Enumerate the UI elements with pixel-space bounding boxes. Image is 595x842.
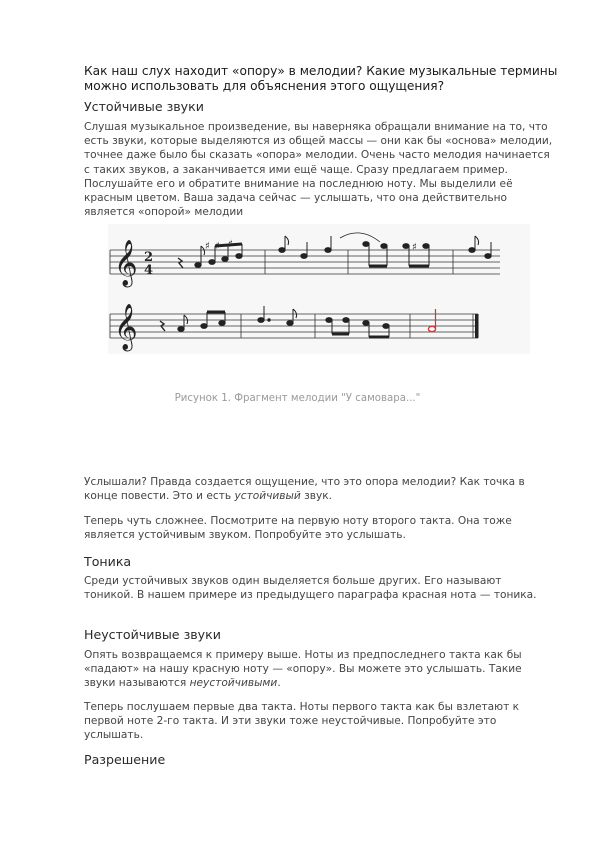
paragraph-tonic: Среди устойчивых звуков один выделяется больше других. Его называют тоникой. В нашем примере из предыдущего параграфа красная нота — тоника. (84, 575, 537, 602)
final-barline (475, 314, 479, 338)
paragraph-heard (84, 475, 554, 503)
paragraph-heard-end: звук. (300, 490, 333, 503)
sharp-icon: ♯ (412, 242, 417, 253)
paragraph-heard-text: Услышали? Правда создается ощущение, что это опора мелодии? Как точка в конце повести. Это и есть (84, 476, 525, 503)
music-score-figure (108, 224, 530, 354)
paragraph-unstable-text: Опять возвращаемся к примеру выше. Ноты из предпоследнего такта как бы «падают» на нашу красную ноту — «опору». Вы можете это услышать. Такие звуки называются (84, 649, 522, 690)
term-stable: устойчивый (234, 490, 301, 503)
paragraph-harder: Теперь чуть сложнее. Посмотрите на первую ноту второго такта. Она тоже является устойчивым звуком. Попробуйте это услышать. (84, 515, 512, 542)
treble-clef-icon: 𝄞 (114, 304, 138, 350)
treble-clef-icon: 𝄞 (114, 240, 138, 286)
paragraph-unstable (84, 648, 554, 691)
term-unstable: неустойчивыми (189, 677, 278, 690)
figure-caption: Рисунок 1. Фрагмент мелодии "У самовара..." (174, 393, 421, 404)
paragraph-stable-intro: Слушая музыкальное произведение, вы наверняка обращали внимание на то, что есть звуки, которые выделяются из общей массы — они как бы «основа» мелодии, точнее даже было бы сказать «опора» мелодии. Очень часто мелодия начинается с таких звуков, а заканчивается ими ещё чаще. Сразу предлагаем пример. Послушайте его и обратите внимание на последнюю ноту. Мы выделили её красным цветом. Ваша задача сейчас — услышать, что она действительно является «опорой» мелодии (84, 121, 553, 219)
heading-tonic: Тоника (84, 554, 132, 569)
paragraph-unstable-end: . (277, 677, 281, 690)
time-signature-top: 2 (144, 250, 154, 265)
heading-stable-sounds: Устойчивые звуки (84, 99, 204, 114)
time-signature-bottom: 4 (144, 263, 154, 278)
heading-unstable-sounds: Неустойчивые звуки (84, 627, 221, 642)
question-text: Как наш слух находит «опору» в мелодии? Какие музыкальные термины можно использовать для объяснения этого ощущения? (84, 64, 558, 93)
heading-resolution: Разрешение (84, 752, 166, 767)
sharp-icon: ♯ (205, 241, 210, 252)
paragraph-first-bars: Теперь послушаем первые два такта. Ноты первого такта как бы взлетают к первой ноте 2-го такта. И эти звуки тоже неустойчивые. Попробуйте это услышать. (84, 701, 520, 742)
